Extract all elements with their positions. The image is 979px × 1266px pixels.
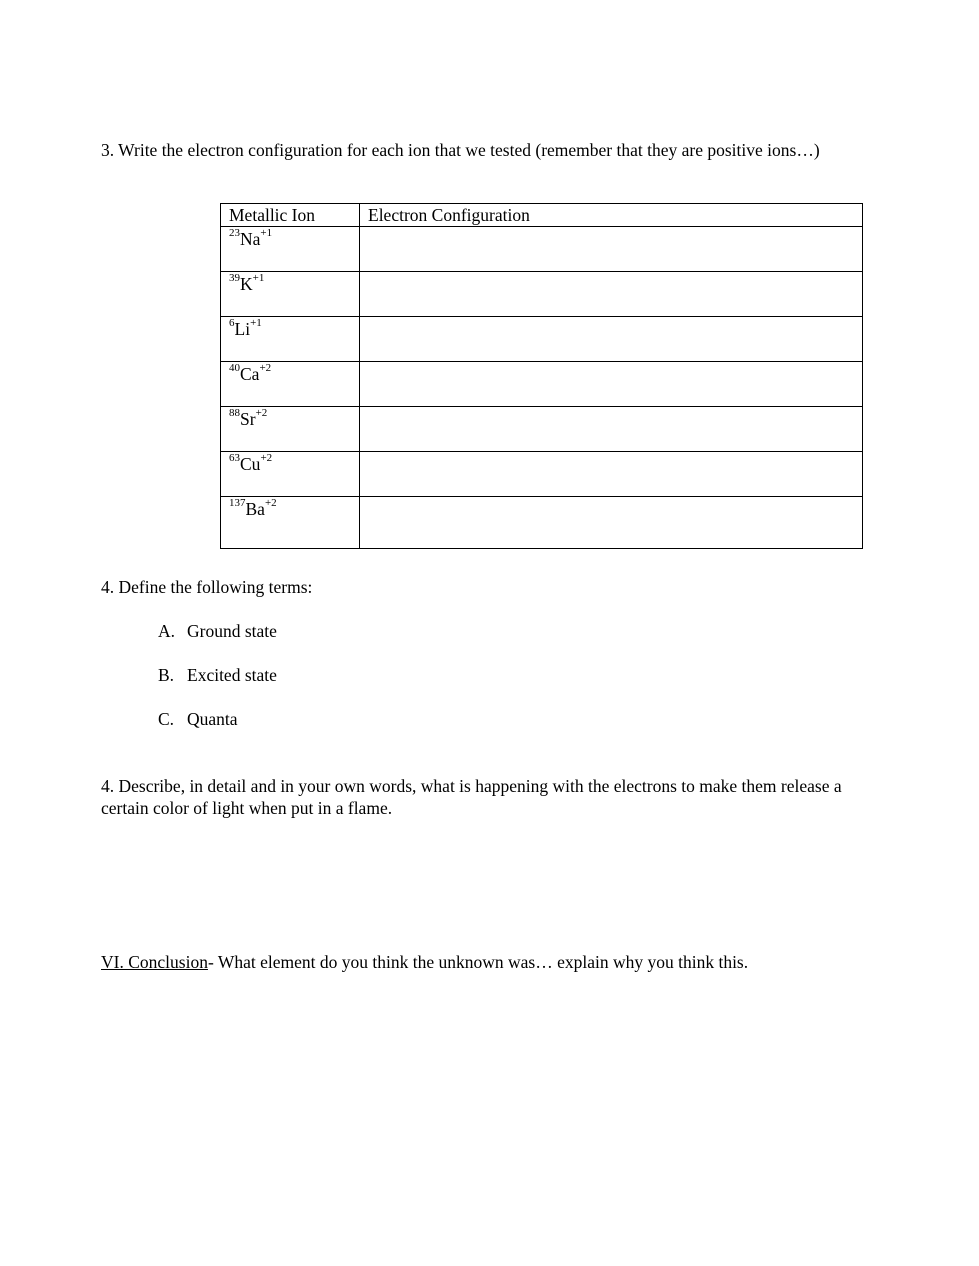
config-cell[interactable] [360, 407, 863, 452]
config-cell[interactable] [360, 362, 863, 407]
element-symbol: Li [234, 319, 251, 339]
table-header-row [221, 204, 863, 227]
config-cell[interactable] [360, 227, 863, 272]
config-cell[interactable] [360, 272, 863, 317]
element-symbol: Cu [240, 454, 261, 474]
ion-cell [221, 272, 360, 317]
ion-charge: +2 [260, 452, 273, 465]
table-row [221, 452, 863, 497]
table-row [221, 317, 863, 362]
table-row [221, 497, 863, 549]
ion-charge: +1 [250, 317, 262, 330]
ion-charge: +2 [255, 407, 268, 420]
term-letter: B. [158, 665, 175, 685]
element-symbol: Ba [245, 499, 265, 519]
header-electron-configuration: Electron Configuration [360, 204, 863, 227]
ion-charge: +2 [264, 497, 277, 510]
mass-number: 39 [229, 272, 240, 285]
mass-number: 6 [229, 317, 235, 330]
mass-number: 40 [229, 362, 240, 375]
table-row [221, 227, 863, 272]
element-symbol: Sr [240, 409, 256, 429]
ion-cell [221, 497, 360, 549]
mass-number: 63 [229, 452, 240, 465]
ion-charge: +1 [252, 272, 265, 285]
ion-charge: +1 [260, 227, 273, 240]
term-letter: C. [158, 709, 175, 729]
term-excited-state [158, 664, 277, 686]
ion-cell [221, 227, 360, 272]
term-ground-state [158, 620, 277, 642]
term-label: Excited state [187, 665, 277, 685]
element-symbol: K [240, 274, 253, 294]
conclusion-text: - What element do you think the unknown was… explain why you think this. [207, 952, 749, 972]
element-symbol: Ca [240, 364, 260, 384]
ion-cell [221, 407, 360, 452]
ion-cell [221, 317, 360, 362]
config-cell[interactable] [360, 317, 863, 362]
mass-number: 88 [229, 407, 240, 420]
question-4-define-terms: 4. Define the following terms: [101, 577, 313, 597]
ion-cell [221, 452, 360, 497]
conclusion-heading: VI. Conclusion [101, 952, 208, 972]
conclusion-section [101, 951, 861, 973]
element-symbol: Na [240, 229, 261, 249]
term-letter: A. [158, 621, 176, 641]
ion-cell [221, 362, 360, 407]
table-row [221, 407, 863, 452]
ion-charge: +2 [259, 362, 272, 375]
mass-number: 23 [229, 227, 240, 240]
table-row [221, 272, 863, 317]
config-cell[interactable] [360, 452, 863, 497]
term-label: Ground state [187, 621, 277, 641]
ion-configuration-table [220, 203, 863, 549]
term-label: Quanta [187, 709, 238, 729]
mass-number: 137 [229, 497, 246, 510]
term-quanta [158, 708, 238, 730]
question-3: 3. Write the electron configuration for each ion that we tested (remember that they are positive ions…) [101, 140, 820, 160]
header-metallic-ion: Metallic Ion [221, 204, 360, 227]
question-4-describe: 4. Describe, in detail and in your own words, what is happening with the electrons to make them release a certain color of light when put in a flame. [101, 776, 842, 818]
table-row [221, 362, 863, 407]
config-cell[interactable] [360, 497, 863, 549]
